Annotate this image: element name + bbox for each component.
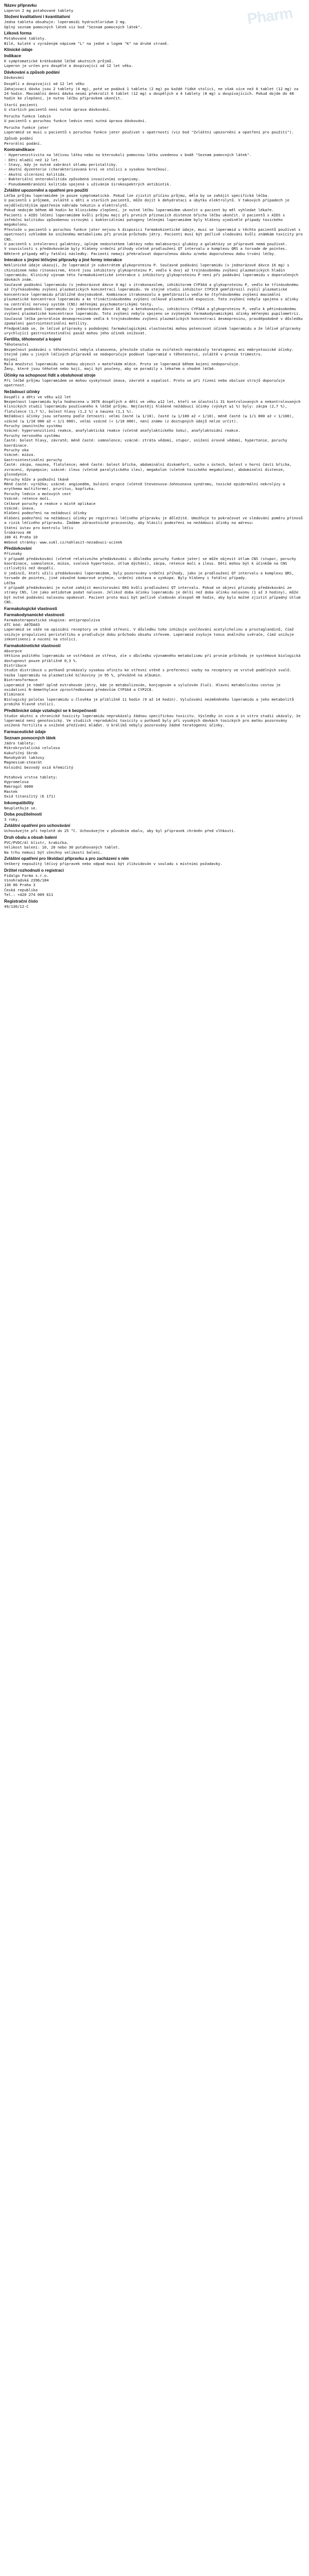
section-heading: Předklinické údaje vztahující se k bezpečnosti <box>4 708 97 713</box>
section-text: Loperon 2 mg potahované tablety <box>4 8 74 13</box>
section-heading: Předávkování <box>4 546 32 551</box>
section-heading: Název přípravku <box>4 3 37 8</box>
section-text: Fidalgo Farma s.r.o. Vinohradská 2396/184 130 00 Praha 3 Česká republika Tel.: +420 274 009 611 <box>4 873 54 897</box>
section-text: Dávkování <box>4 75 24 80</box>
section-text: Jedna tableta obsahuje: loperamidi hydrochloridum 2 mg. Úplný seznam pomocných látek viz bod "Seznam pomocných látek". <box>4 20 143 29</box>
section-heading: Dávkování a způsob podání <box>4 70 60 75</box>
section-text: - Hypersenzitivita na léčivou látku nebo na kteroukoli pomocnou látku uvedenou v bodě "Seznam pomocných látek". - Děti mladší než 12 let. - Stavy, kdy je nutné zabránit útlumu peristaltiky. - Akutní dyzenterie (charakterizovaná krví ve stolici a vysokou horečkou). - Akutní ulcerózní kolitida. - Bakteriální enterokolitida způsobená invazivními organismy. - Pseudomembranózní kolitida spojená s užíváním širokospektrých antibiotik. <box>4 152 252 187</box>
section-text: Těhotenství Bezpečnost podávání v těhotenství nebyla stanovena, přestože studie na zvířatech neprokázaly teratogenní ani embryotoxické účinky. Stejně jako u jiných léčivých přípravků se nedoporučuje podávat loperamid v těhotenství, zvláště v prvním trimestru. Kojení Malá množství loperamidu se mohou objevit v mateřském mléce. Proto se loperamid během kojení nedoporučuje. Ženy, které jsou těhotné nebo kojí, mají být poučeny, aby se poradily s lékařem o vhodné léčbě. <box>4 342 294 371</box>
section-text: Při léčbě průjmu loperamidem se mohou vyskytnout únava, závratě a ospalost. Proto se při řízení nebo obsluze strojů doporučuje opatrnost. <box>4 378 287 388</box>
section-heading: Doba použitelnosti <box>4 812 42 817</box>
section-text: PVC/PVDC/Al blistr, krabička. Velikost balení: 10, 20 nebo 30 potahovaných tablet. Na trhu nemusí být všechny velikosti balení. <box>4 840 121 855</box>
section-text: Léčba průjmu loperamidem je pouze symptomatická. Pokud lze zjistit příčinu průjmu, měla by se zahájit specifická léčba. U pacientů s průjmem, zvláště u dětí a starších pacientů, může dojít k dehydrataci a úbytku elektrolytů. V takových případech je nejdůležitějším opatřením náhrada tekutin a elektrolytů. Pokud nedojde během 48 hodin ke klinickému zlepšení, je nutné léčbu loperamidem ukončit a pacient by měl vyhledat lékaře. Pacienti s AIDS léčení loperamidem kvůli průjmu mají při prvních příznacích distenze břicha léčbu ukončit. U pacientů s AIDS s infekční kolitidou způsobenou virovými i bakteriálními patogeny léčenými loperamidem byly hlášeny ojedinělé případy toxického megakolonu. Přestože u pacientů s poruchou funkce jater nejsou k dispozici farmakokinetické údaje, musí se loperamid u těchto pacientů používat s opatrností vzhledem ke sníženému metabolismu při prvním průchodu játry. Pacienti musí být pečlivě sledováni kvůli známkám toxicity pro CNS. U pacientů s intolerancí galaktózy, úplným nedostatkem laktázy nebo malabsorpcí glukózy a galaktózy se přípravek nemá používat. V souvislosti s předávkováním byly hlášeny srdeční příhody včetně prodloužení QT intervalu a komplexu QRS a torsade de pointes. Některé případy měly fatální následky. Pacienti nemají překračovat doporučenou dávku a/nebo doporučenou dobu trvání léčby. <box>4 193 303 256</box>
section-text: Způsob podání Perorální podání. <box>4 136 42 146</box>
section-heading: Seznam pomocných látek <box>4 735 56 740</box>
section-text: Jádro tablety: Mikrokrystalická celulosa Kukuřičný škrob Monohydrát laktosy Magnesium-stearát Koloidní bezvodý oxid křemičitý Potahová vrstva tablety: Hypromelosa Makrogol 6000 Mastek Oxid titaničitý (E 171) <box>4 740 74 799</box>
section-heading: Interakce s jinými léčivými přípravky a jiné formy interakce <box>4 258 122 263</box>
section-heading: Léková forma <box>4 31 32 36</box>
section-heading: Účinky na schopnost řídit a obsluhovat stroje <box>4 372 96 378</box>
section-heading: Držitel rozhodnutí o registraci <box>4 868 64 873</box>
section-text: 49/130/12-C <box>4 904 29 909</box>
section-heading: Klinické údaje <box>4 47 33 53</box>
section-heading: Druh obalu a obsah balení <box>4 835 57 840</box>
section-text: Neklinické údaje ukazují, že loperamid je substrátem glykoproteinu P. Současné podávání loperamidu (v jednorázové dávce 16 mg) s chinidinem nebo ritonavirem, které jsou inhibitory glykoproteinu P, vedlo k dvoj až trojnásobnému zvýšení plazmatických hladin loperamidu. Klinický význam této farmakokinetické interakce s inhibitory glykoproteinu P není při podávání loperamidu v doporučených dávkách znám. Současné podávání loperamidu (v jednorázové dávce 4 mg) s itrakonazolem, inhibitorem CYP3A4 a glykoproteinu P, vedlo ke třínásobnému až čtyřnásobnému zvýšení plazmatických koncentrací loperamidu. Ve stejné studii inhibitor CYP2C8 gemfibrozil zvýšil plazmatické koncentrace loperamidu přibližně dvojnásobně. Kombinace itrakonazolu a gemfibrozilu vedla ke čtyřnásobnému zvýšení maximální plazmatické koncentrace loperamidu a ke třináctinásobnému zvýšení celkové plazmatické expozice. Tato zvýšení nebyla spojena s účinky na centrální nervový systém (CNS) měřenými psychomotorickými testy. Současné podávání loperamidu (v jednorázové dávce 16 mg) a ketokonazolu, inhibitoru CYP3A4 a glykoproteinu P, vedlo k pětinásobnému zvýšení plazmatické koncentrace loperamidu. Toto zvýšení nebylo spojeno se zvýšenými farmakodynamickými účinky měřenými pupilometrií. Současná léčba perorálním desmopresinem vedla k trojnásobnému zvýšení plazmatických koncentrací desmopresinu, pravděpodobně v důsledku zpomalení gastrointestinální motility. Předpokládá se, že léčivé přípravky s podobnými farmakologickými vlastnostmi mohou potencovat účinek loperamidu a že léčivé přípravky urychlující gastrointestinální pasáž mohou jeho účinek snižovat. <box>4 263 303 335</box>
section-text: Absorpce Většina požitého loperamidu se vstřebává ze střeva, ale v důsledku významného metabolismu při prvním průchodu je systémová biologická dostupnost pouze přibližně 0,3 %. Distribuce Studie distribuce u potkanů prokázaly vysokou afinitu ke střevní stěně s preferencí vazby na receptory ve vrstvě podélných svalů. Vazba loperamidu na plazmatické bílkoviny je 95 %, převážně na albumin. Biotransformace Loperamid je téměř úplně extrahován játry, kde je metabolizován, konjugován a vylučován žlučí. Hlavní metabolickou cestou je oxidativní N-demethylace zprostředkovaná především CYP3A4 a CYP2C8. Eliminace Biologický poločas loperamidu u člověka je přibližně 11 hodin (9 až 14 hodin). Vylučování nezměněného loperamidu a jeho metabolitů probíhá hlavně stolicí. <box>4 648 301 707</box>
section-text: Dospělí a dospívající od 12 let věku Zahajovací dávka jsou 2 tablety (4 mg), poté se podává 1 tableta (2 mg) po každé řídké stolici, ne však více než 6 tablet (12 mg) za 24 hodin. Maximální denní dávka nesmí překročit 6 tablet (12 mg) u dospělých a 4 tablety (8 mg) u dospívajících. Pokud dojde do 48 hodin ke zlepšení, je nutno léčbu přípravkem ukončit. <box>4 81 299 101</box>
section-heading: Farmakodynamické vlastnosti <box>4 612 64 617</box>
document-body <box>4 3 305 909</box>
section-heading: Zvláštní opatření pro likvidaci přípravku a pro zacházení s ním <box>4 856 129 861</box>
section-text: 3 roky. <box>4 817 20 822</box>
section-text: Veškerý nepoužitý léčivý přípravek nebo odpad musí být zlikvidován v souladu s místními požadavky. <box>4 861 223 867</box>
section-text: Porucha funkce jater Loperamid se musí u pacientů s poruchou funkce jater používat s opatrností (viz bod "Zvláštní upozornění a opatření pro použití"). <box>4 125 294 134</box>
section-text: Porucha funkce ledvin U pacientů s poruchou funkce ledvin není nutná úprava dávkování. <box>4 113 147 124</box>
section-text: K symptomatické krátkodobé léčbě akutních průjmů. Loperon je určen pro dospělé a dospívající od 12 let věku. <box>4 59 133 69</box>
section-text: Neuplatňuje se. <box>4 805 38 810</box>
section-heading: Zvláštní opatření pro uchovávání <box>4 823 71 828</box>
section-heading: Farmakokinetické vlastnosti <box>4 643 61 648</box>
section-heading: Inkompatibility <box>4 800 34 805</box>
section-text: Farmakoterapeutická skupina: antipropulziva ATC kód: A07DA03 Loperamid se váže na opioidní receptory ve stěně střevní. V důsledku toho inhibuje uvolňování acetylcholinu a prostaglandinů, čímž snižuje propulzivní peristaltiku a prodlužuje dobu průchodu obsahu střevem. Loperamid zvyšuje tonus análního svěrače, čímž snižuje inkontinenci a nucení na stolici. <box>4 617 294 642</box>
section-heading: Farmaceutické údaje <box>4 729 46 734</box>
section-heading: Složení kvalitativní i kvantitativní <box>4 14 70 20</box>
section-text: Příznaky V případě předávkování (včetně relativního předávkování v důsledku poruchy funkce jater) se může objevit útlum CNS (stupor, poruchy koordinace, somnolence, mióza, svalová hypertonie, útlum dýchání), zácpa, retence moči a ileus. Děti mohou být k účinkům na CNS citlivější než dospělí. U jedinců, kteří užili předávkování loperamidem, byly pozorovány srdeční příhody, jako je prodloužení QT intervalu a komplexu QRS, torsade de pointes, jiné závažné komorové arytmie, srdeční zástava a synkopa. Byly hlášeny i fatální případy. Léčba V případě předávkování je nutné zahájit monitorování EKG kvůli prodloužení QT intervalu. Pokud se objeví příznaky předávkování ze strany CNS, lze jako antidotum podat naloxon. Jelikož doba účinku loperamidu je delší než doba účinku naloxonu (1 až 3 hodiny), může být nutné podávání naloxonu opakovat. Pacient proto musí být pečlivě sledován alespoň 48 hodin, aby bylo možné zjistit případný útlum CNS. <box>4 551 301 605</box>
section-heading: Kontraindikace <box>4 147 35 152</box>
watermark-logo: Pharm <box>246 5 294 28</box>
section-heading: Farmakologické vlastnosti <box>4 606 57 611</box>
section-text: Dospělí a děti ve věku ≥12 let Bezpečnost loperamidu byla hodnocena u 3076 dospělých a dětí ve věku ≥12 let, kteří se účastnili 31 kontrolovaných a nekontrolovaných klinických studií loperamidu používaného k léčbě průjmu. Nejčastěji hlášené nežádoucí účinky (výskyt ≥1 %) byly: zácpa (2,7 %), flatulence (1,7 %), bolest hlavy (1,2 %) a nauzea (1,1 %). Nežádoucí účinky jsou seřazeny podle četnosti: velmi časté (≥ 1/10), časté (≥ 1/100 až < 1/10), méně časté (≥ 1/1 000 až < 1/100), vzácné (≥ 1/10 000 až < 1/1 000), velmi vzácné (< 1/10 000), není známo (z dostupných údajů nelze určit). Poruchy imunitního systému Vzácné: hypersenzitivní reakce, anafylaktická reakce (včetně anafylaktického šoku), anafylaktoidní reakce. Poruchy nervového systému Časté: bolest hlavy, závratě; méně časté: somnolence; vzácné: ztráta vědomí, stupor, snížení úrovně vědomí, hypertonie, poruchy koordinace. Poruchy oka Vzácné: mióza. Gastrointestinální poruchy Časté: zácpa, nauzea, flatulence; méně časté: bolest břicha, abdominální diskomfort, sucho v ústech, bolest v horní části břicha, zvracení, dyspepsie; vzácné: ileus (včetně paralytického ileu), megakolon (včetně toxického megakolonu), abdominální distenze, glosodynie. Poruchy kůže a podkožní tkáně Méně časté: vyrážka; vzácné: angioedém, bulózní erupce (včetně Stevensova-Johnsonova syndromu, toxické epidermální nekrolýzy a erythema multiforme), pruritus, kopřivka. Poruchy ledvin a močových cest Vzácné: retence moči. Celkové poruchy a reakce v místě aplikace Vzácné: únava. Hlášení podezření na nežádoucí účinky Hlášení podezření na nežádoucí účinky po registraci léčivého přípravku je důležité. Umožňuje to pokračovat ve sledování poměru přínosů a rizik léčivého přípravku. Žádáme zdravotnické pracovníky, aby hlásili podezření na nežádoucí účinky na adresu: Státní ústav pro kontrolu léčiv Šrobárova 48 100 41 Praha 10 Webové stránky: www.sukl.cz/nahlasit-nezadouci-ucinek <box>4 394 303 545</box>
section-text: Uchovávejte při teplotě do 25 °C. Uchovávejte v původním obalu, aby byl přípravek chráněn před vlhkostí. <box>4 828 236 834</box>
section-heading: Zvláštní upozornění a opatření pro použití <box>4 188 88 193</box>
section-text: Studie akutní a chronické toxicity loperamidu neprokázaly žádnou specifickou toxicitu. Výsledky in vivo a in vitro studií ukázaly, že loperamid není genotoxický. Ve studiích reprodukční toxicity u potkanů byly při vysokých dávkách toxických pro matku pozorovány snížená fertilita a snížené přežívání mláďat. U králíků nebyly pozorovány žádné teratogenní účinky. <box>4 713 303 728</box>
section-heading: Fertilita, těhotenství a kojení <box>4 337 61 342</box>
section-heading: Nežádoucí účinky <box>4 389 40 394</box>
section-text: Potahované tablety. Bílé, kulaté s vyraženým nápisem "L" na jedné a logem "K" na druhé straně. <box>4 36 169 46</box>
section-text: Starší pacienti U starších pacientů není nutná úprava dávkování. <box>4 102 111 112</box>
section-heading: Registrační číslo <box>4 899 38 904</box>
section-heading: Indikace <box>4 54 21 59</box>
